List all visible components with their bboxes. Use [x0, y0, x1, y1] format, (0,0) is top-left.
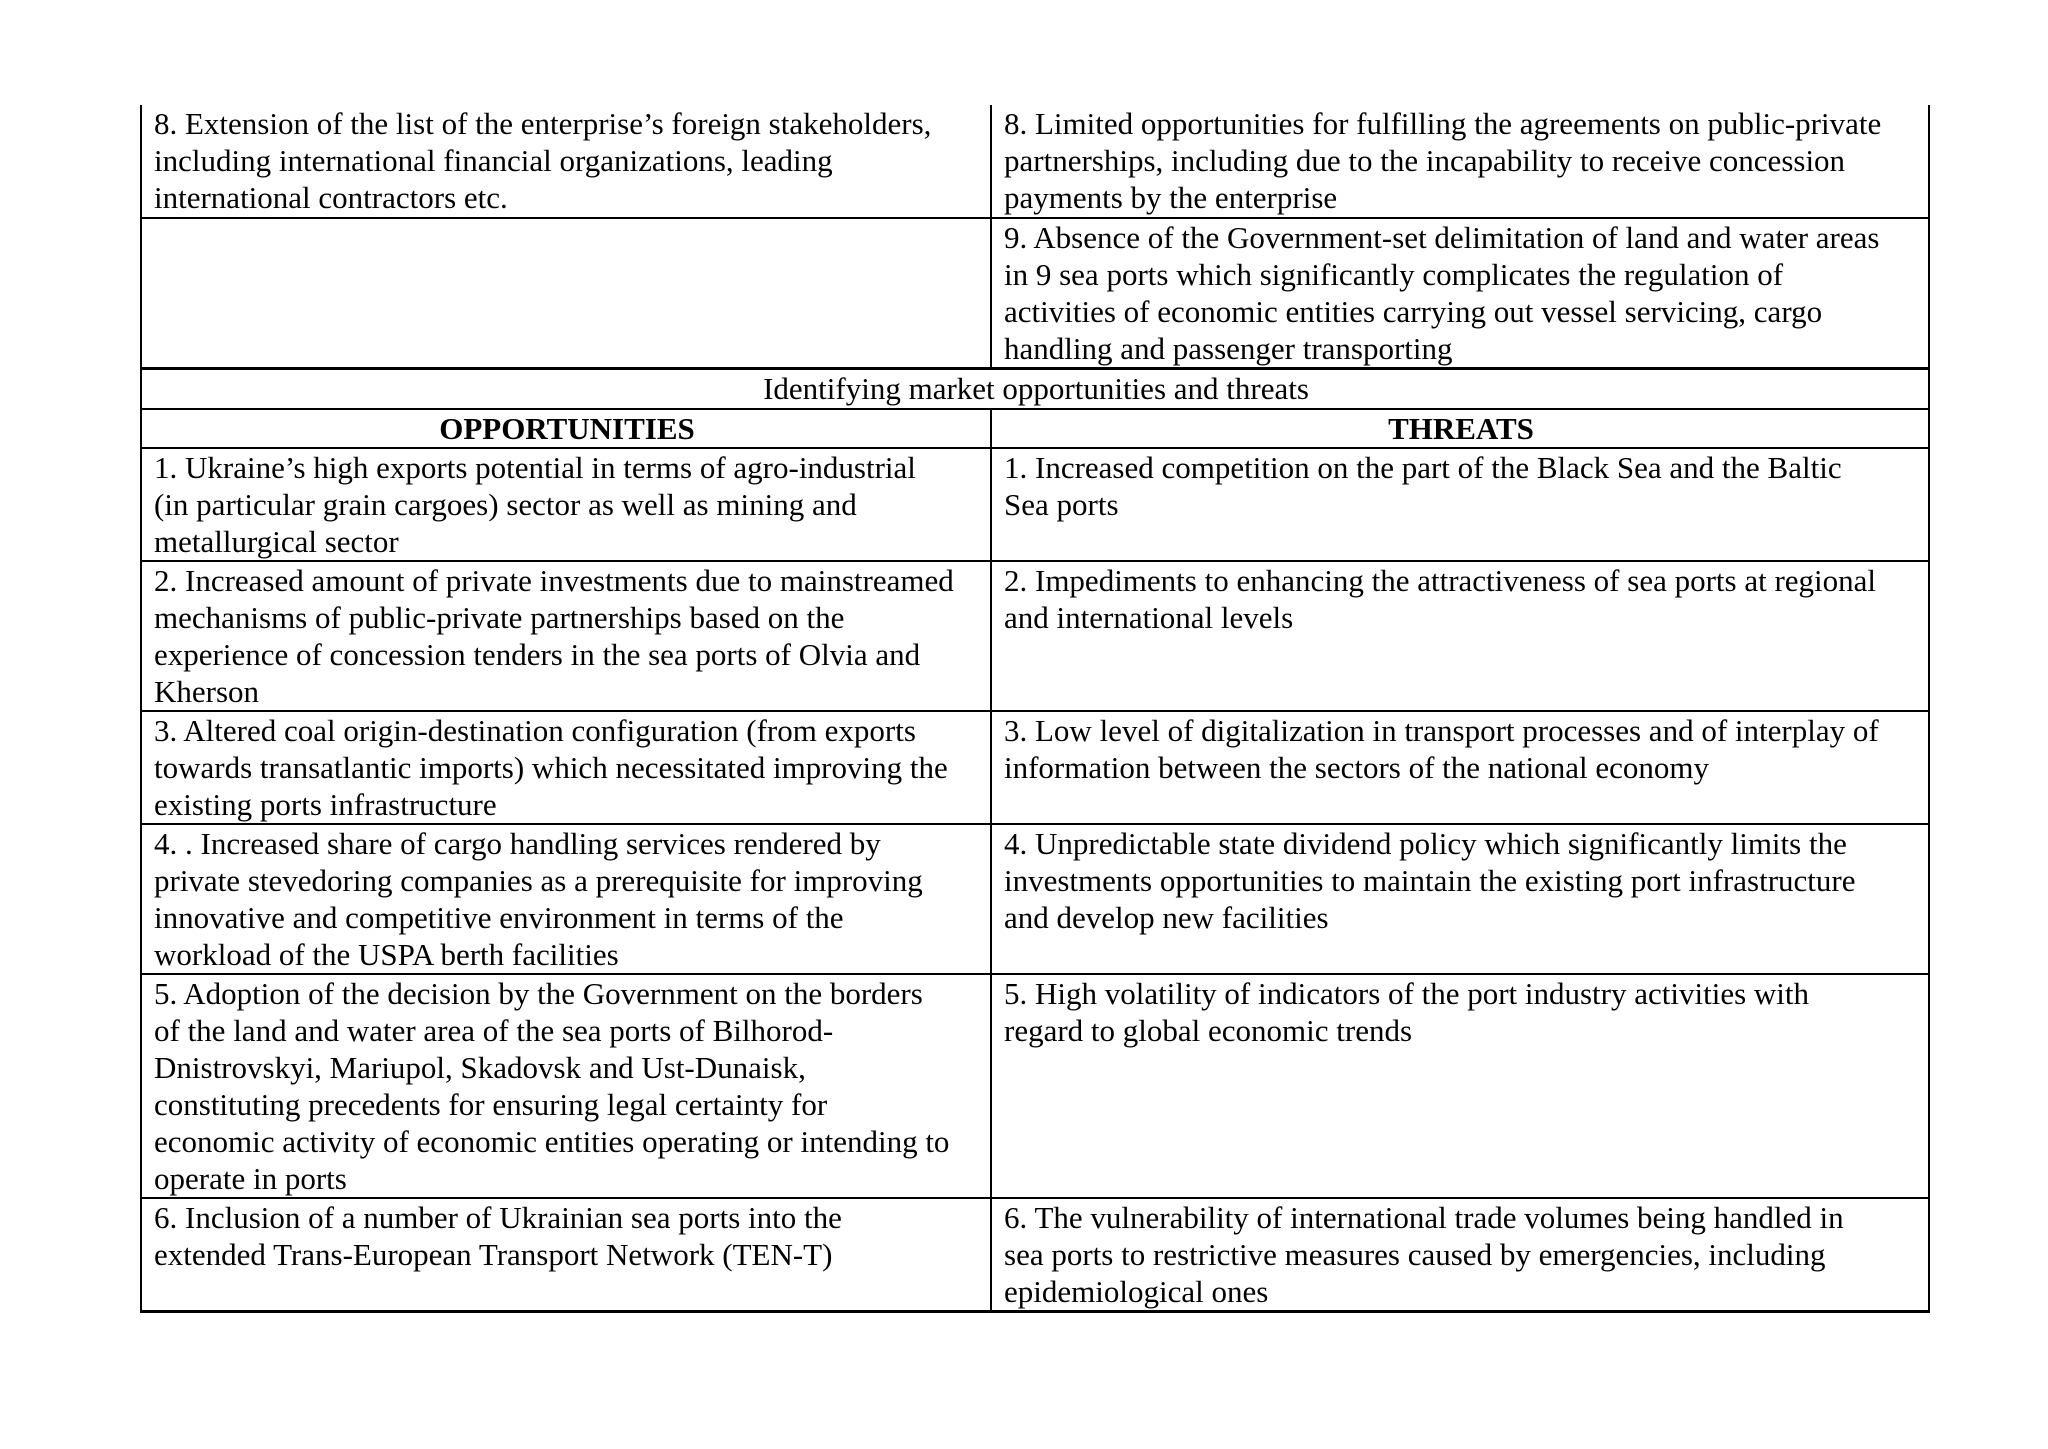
table-row: [141, 711, 1929, 824]
swot-table: [140, 105, 1930, 1313]
threat-cell-3: 3. Low level of digitalization in transport processes and of interplay of information between the sectors of the national economy: [991, 711, 1929, 824]
threats-header: THREATS: [991, 409, 1929, 448]
column-header-row: [141, 409, 1929, 448]
table-row: [141, 561, 1929, 711]
table-row-weakness-8: [141, 105, 1929, 218]
opportunities-header: OPPORTUNITIES: [141, 409, 991, 448]
opportunity-cell-6: 6. Inclusion of a number of Ukrainian sea ports into the extended Trans-European Transport Network (TEN-T): [141, 1198, 991, 1312]
opportunity-cell-4: 4. . Increased share of cargo handling services rendered by private stevedoring companies as a prerequisite for improving innovative and competitive environment in terms of the workload of the USPA berth facilities: [141, 824, 991, 974]
table-row: [141, 824, 1929, 974]
table-row: [141, 1198, 1929, 1312]
threat-cell-1: 1. Increased competition on the part of the Black Sea and the Baltic Sea ports: [991, 448, 1929, 561]
opportunity-cell-1: 1. Ukraine’s high exports potential in terms of agro-industrial (in particular grain cargoes) sector as well as mining and metallurgical sector: [141, 448, 991, 561]
table-row: [141, 448, 1929, 561]
opportunity-cell-3: 3. Altered coal origin-destination configuration (from exports towards transatlantic imports) which necessitated improving the existing ports infrastructure: [141, 711, 991, 824]
strength-cell-8: 8. Extension of the list of the enterprise’s foreign stakeholders, including international financial organizations, leading international contractors etc.: [141, 105, 991, 218]
threat-cell-6: 6. The vulnerability of international trade volumes being handled in sea ports to restrictive measures caused by emergencies, including epidemiological ones: [991, 1198, 1929, 1312]
weakness-cell-9: 9. Absence of the Government-set delimitation of land and water areas in 9 sea ports which significantly complicates the regulation of activities of economic entities carrying out vessel servicing, cargo handling and passenger transporting: [991, 218, 1929, 369]
table-row: [141, 974, 1929, 1198]
section-title: Identifying market opportunities and threats: [141, 369, 1929, 409]
threat-cell-2: 2. Impediments to enhancing the attractiveness of sea ports at regional and international levels: [991, 561, 1929, 711]
section-title-row: [141, 369, 1929, 409]
weakness-cell-8: 8. Limited opportunities for fulfilling the agreements on public-private partnerships, including due to the incapability to receive concession payments by the enterprise: [991, 105, 1929, 218]
strength-cell-empty: [141, 218, 991, 369]
threat-cell-5: 5. High volatility of indicators of the port industry activities with regard to global economic trends: [991, 974, 1929, 1198]
threat-cell-4: 4. Unpredictable state dividend policy which significantly limits the investments opportunities to maintain the existing port infrastructure and develop new facilities: [991, 824, 1929, 974]
opportunity-cell-5: 5. Adoption of the decision by the Government on the borders of the land and water area of the sea ports of Bilhorod- Dnistrovskyi, Mariupol, Skadovsk and Ust-Dunaisk, constituting precedents for ensuring legal certainty for economic activity of economic entities operating or intending to operate in ports: [141, 974, 991, 1198]
table-row-weakness-9: [141, 218, 1929, 369]
opportunity-cell-2: 2. Increased amount of private investments due to mainstreamed mechanisms of public-private partnerships based on the experience of concession tenders in the sea ports of Olvia and Kherson: [141, 561, 991, 711]
